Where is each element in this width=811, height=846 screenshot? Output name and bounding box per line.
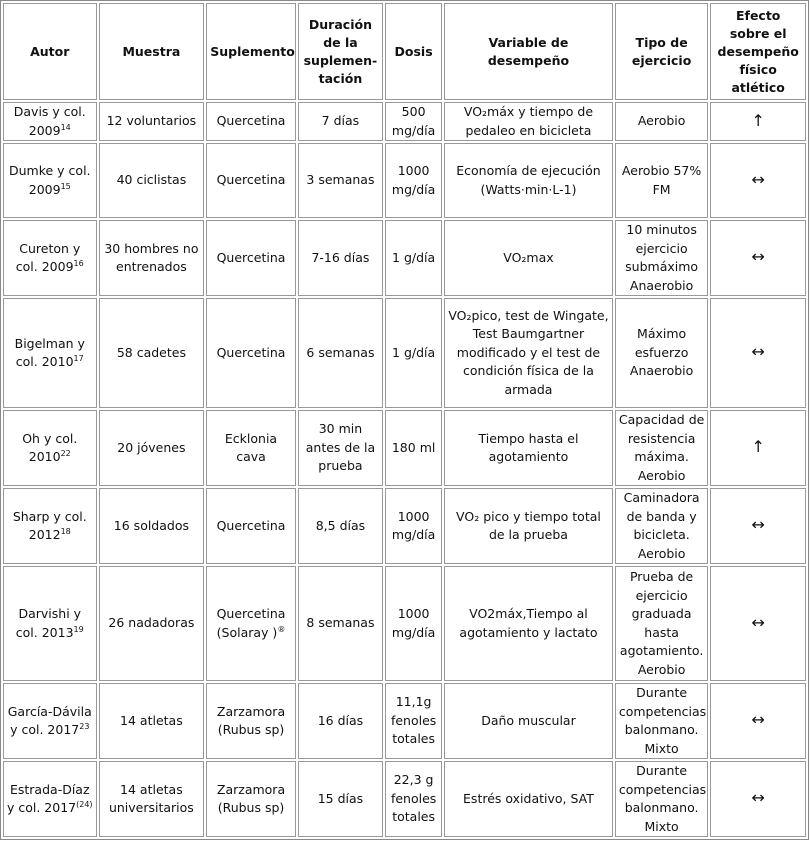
cell-variable xyxy=(444,298,613,408)
reference-number: 19 xyxy=(73,624,84,634)
cell-dosis xyxy=(385,298,442,408)
cell-tipo xyxy=(615,220,709,296)
suplemento-text: Quercetina xyxy=(216,172,286,188)
dosis-text: 1000 mg/día xyxy=(391,606,436,640)
dosis-text: 22,3 g fenoles totales xyxy=(390,772,437,825)
autor-text: Davis y col. 2009 xyxy=(13,104,86,138)
suplemento-text: Zarzamora (Rubus sp) xyxy=(216,781,286,815)
table-row xyxy=(3,102,806,141)
tipo-text: Caminadora de banda y bicicleta. Aerobio xyxy=(623,490,700,561)
header-autor: Autor xyxy=(3,3,97,100)
cell-duracion xyxy=(298,143,383,218)
autor-text: Bigelman y col. 2010 xyxy=(14,335,85,369)
cell-tipo xyxy=(615,488,709,564)
variable-text: VO₂pico, test de Wingate, Test Baumgartner modificado y el test de condición física de la armada xyxy=(448,307,609,397)
tipo-text: Prueba de ejercicio graduada hasta agotamiento. Aerobio xyxy=(619,569,704,677)
table-row xyxy=(3,143,806,218)
arrow-left-right-icon: ↔ xyxy=(751,342,765,362)
muestra-text: 30 hombres no entrenados xyxy=(104,240,199,274)
duracion-text: 8 semanas xyxy=(306,615,375,631)
reference-number: 22 xyxy=(60,448,71,458)
cell-autor xyxy=(3,220,97,296)
cell-autor xyxy=(3,102,97,141)
muestra-text: 16 soldados xyxy=(113,517,189,533)
cell-muestra xyxy=(99,298,205,408)
autor-text: García-Dávila y col. 2017 xyxy=(7,703,92,737)
cell-dosis xyxy=(385,566,442,681)
duracion-text: 30 min antes de la prueba xyxy=(305,421,376,474)
cell-autor xyxy=(3,298,97,408)
tipo-text: Capacidad de resistencia máxima. Aerobio xyxy=(618,412,705,483)
cell-duracion xyxy=(298,488,383,564)
tipo-text: Durante competencias balonmano. Mixto xyxy=(618,685,707,756)
reference-number: 16 xyxy=(73,258,84,268)
cell-tipo xyxy=(615,143,709,218)
cell-tipo xyxy=(615,761,709,837)
cell-suplemento xyxy=(206,102,295,141)
muestra-text: 58 cadetes xyxy=(116,344,186,360)
cell-suplemento xyxy=(206,566,295,681)
cell-suplemento xyxy=(206,298,295,408)
cell-duracion xyxy=(298,566,383,681)
tipo-text: 10 minutos ejercicio submáximo Anaerobio xyxy=(625,222,699,293)
cell-dosis xyxy=(385,410,442,486)
header-row xyxy=(3,3,806,100)
suplemento-text: Quercetina (Solaray ) xyxy=(216,606,286,640)
table-row xyxy=(3,220,806,296)
header-muestra: Muestra xyxy=(99,3,205,100)
cell-duracion xyxy=(298,761,383,837)
duracion-text: 3 semanas xyxy=(306,172,375,188)
variable-text: Estrés oxidativo, SAT xyxy=(463,790,594,806)
cell-autor xyxy=(3,410,97,486)
arrow-left-right-icon: ↔ xyxy=(751,515,765,535)
cell-muestra xyxy=(99,761,205,837)
duracion-text: 15 días xyxy=(317,790,364,806)
cell-duracion xyxy=(298,683,383,759)
arrow-left-right-icon: ↔ xyxy=(751,247,765,267)
muestra-text: 20 jóvenes xyxy=(117,439,186,455)
cell-tipo xyxy=(615,298,709,408)
reference-number: (24) xyxy=(76,799,93,809)
cell-suplemento xyxy=(206,683,295,759)
header-duracion: Duración de la suplemen-tación xyxy=(298,3,383,100)
cell-duracion xyxy=(298,102,383,141)
cell-muestra xyxy=(99,566,205,681)
table-row xyxy=(3,761,806,837)
variable-text: VO2máx,Tiempo al agotamiento y lactato xyxy=(459,606,598,640)
duracion-text: 8,5 días xyxy=(315,517,366,533)
table-body xyxy=(3,102,806,837)
cell-efecto xyxy=(710,102,806,141)
autor-text: Dumke y col. 2009 xyxy=(9,163,91,197)
autor-text: Oh y col. 2010 xyxy=(22,430,78,464)
cell-variable xyxy=(444,410,613,486)
cell-muestra xyxy=(99,143,205,218)
cell-dosis xyxy=(385,220,442,296)
cell-dosis xyxy=(385,102,442,141)
arrow-left-right-icon: ↔ xyxy=(751,169,765,189)
reference-number: 18 xyxy=(60,526,71,536)
cell-efecto xyxy=(710,683,806,759)
tipo-text: Máximo esfuerzo Anaerobio xyxy=(629,326,694,379)
table-row xyxy=(3,566,806,681)
suplemento-text: Ecklonia cava xyxy=(224,430,278,464)
muestra-text: 26 nadadoras xyxy=(108,615,195,631)
cell-autor xyxy=(3,143,97,218)
variable-text: VO₂max xyxy=(503,249,554,265)
dosis-text: 1 g/día xyxy=(392,249,436,265)
variable-text: VO₂ pico y tiempo total de la prueba xyxy=(456,508,601,542)
cell-muestra xyxy=(99,488,205,564)
cell-autor xyxy=(3,488,97,564)
autor-text: Estrada-Díaz y col. 2017 xyxy=(7,781,90,815)
cell-suplemento xyxy=(206,488,295,564)
variable-text: Daño muscular xyxy=(481,712,576,728)
suplemento-text: Zarzamora (Rubus sp) xyxy=(216,703,286,737)
cell-variable xyxy=(444,220,613,296)
cell-variable xyxy=(444,488,613,564)
cell-variable xyxy=(444,566,613,681)
arrow-left-right-icon: ↔ xyxy=(751,710,765,730)
cell-efecto xyxy=(710,220,806,296)
cell-autor xyxy=(3,683,97,759)
reference-number: 17 xyxy=(73,353,84,363)
header-tipo: Tipo de ejercicio xyxy=(615,3,709,100)
duracion-text: 16 días xyxy=(317,712,364,728)
dosis-text: 180 ml xyxy=(391,439,436,455)
cell-duracion xyxy=(298,410,383,486)
cell-tipo xyxy=(615,683,709,759)
muestra-text: 12 voluntarios xyxy=(106,113,197,129)
cell-muestra xyxy=(99,410,205,486)
tipo-text: Aerobio 57% FM xyxy=(621,163,702,197)
cell-autor xyxy=(3,761,97,837)
duracion-text: 6 semanas xyxy=(306,344,375,360)
cell-dosis xyxy=(385,683,442,759)
reference-number: 14 xyxy=(60,122,71,132)
duracion-text: 7 días xyxy=(321,113,360,129)
suplemento-text: Quercetina xyxy=(216,113,286,129)
cell-duracion xyxy=(298,220,383,296)
table-row xyxy=(3,410,806,486)
duracion-text: 7-16 días xyxy=(311,249,370,265)
registered-mark: ® xyxy=(277,624,286,634)
cell-tipo xyxy=(615,102,709,141)
reference-number: 23 xyxy=(79,721,90,731)
header-efecto: Efecto sobre el desempeño físico atlético xyxy=(710,3,806,100)
tipo-text: Aerobio xyxy=(637,113,686,129)
autor-text: Darvishi y col. 2013 xyxy=(15,606,82,640)
arrow-left-right-icon: ↔ xyxy=(751,788,765,808)
cell-variable xyxy=(444,143,613,218)
header-variable: Variable de desempeño xyxy=(444,3,613,100)
cell-muestra xyxy=(99,102,205,141)
arrow-up-icon: ↑ xyxy=(751,437,765,457)
cell-variable xyxy=(444,761,613,837)
autor-text: Sharp y col. 2012 xyxy=(12,508,87,542)
suplemento-text: Quercetina xyxy=(216,249,286,265)
cell-variable xyxy=(444,102,613,141)
header-suplemento: Suplemento xyxy=(206,3,295,100)
cell-suplemento xyxy=(206,410,295,486)
cell-variable xyxy=(444,683,613,759)
table-row xyxy=(3,488,806,564)
variable-text: Economía de ejecución (Watts·min·L-1) xyxy=(456,163,601,197)
suplemento-text: Quercetina xyxy=(216,517,286,533)
cell-efecto xyxy=(710,410,806,486)
variable-text: VO₂máx y tiempo de pedaleo en bicicleta xyxy=(463,104,594,138)
table-row xyxy=(3,683,806,759)
muestra-text: 14 atletas xyxy=(120,712,183,728)
table-row xyxy=(3,298,806,408)
cell-efecto xyxy=(710,488,806,564)
cell-suplemento xyxy=(206,761,295,837)
muestra-text: 40 ciclistas xyxy=(116,172,187,188)
cell-efecto xyxy=(710,298,806,408)
muestra-text: 14 atletas universitarios xyxy=(108,781,194,815)
dosis-text: 500 mg/día xyxy=(391,104,436,138)
cell-suplemento xyxy=(206,220,295,296)
cell-muestra xyxy=(99,683,205,759)
dosis-text: 1 g/día xyxy=(392,344,436,360)
reference-number: 15 xyxy=(60,181,71,191)
suplemento-text: Quercetina xyxy=(216,344,286,360)
tipo-text: Durante competencias balonmano. Mixto xyxy=(618,763,707,834)
cell-duracion xyxy=(298,298,383,408)
cell-autor xyxy=(3,566,97,681)
arrow-up-icon: ↑ xyxy=(751,110,765,130)
cell-tipo xyxy=(615,410,709,486)
dosis-text: 1000 mg/día xyxy=(391,163,436,197)
cell-efecto xyxy=(710,566,806,681)
cell-dosis xyxy=(385,143,442,218)
header-dosis: Dosis xyxy=(385,3,442,100)
cell-efecto xyxy=(710,761,806,837)
arrow-left-right-icon: ↔ xyxy=(751,612,765,632)
cell-dosis xyxy=(385,488,442,564)
autor-text: Cureton y col. 2009 xyxy=(15,240,81,274)
dosis-text: 11,1g fenoles totales xyxy=(390,694,437,747)
cell-tipo xyxy=(615,566,709,681)
cell-dosis xyxy=(385,761,442,837)
variable-text: Tiempo hasta el agotamiento xyxy=(478,430,579,464)
dosis-text: 1000 mg/día xyxy=(391,508,436,542)
cell-suplemento xyxy=(206,143,295,218)
cell-muestra xyxy=(99,220,205,296)
cell-efecto xyxy=(710,143,806,218)
